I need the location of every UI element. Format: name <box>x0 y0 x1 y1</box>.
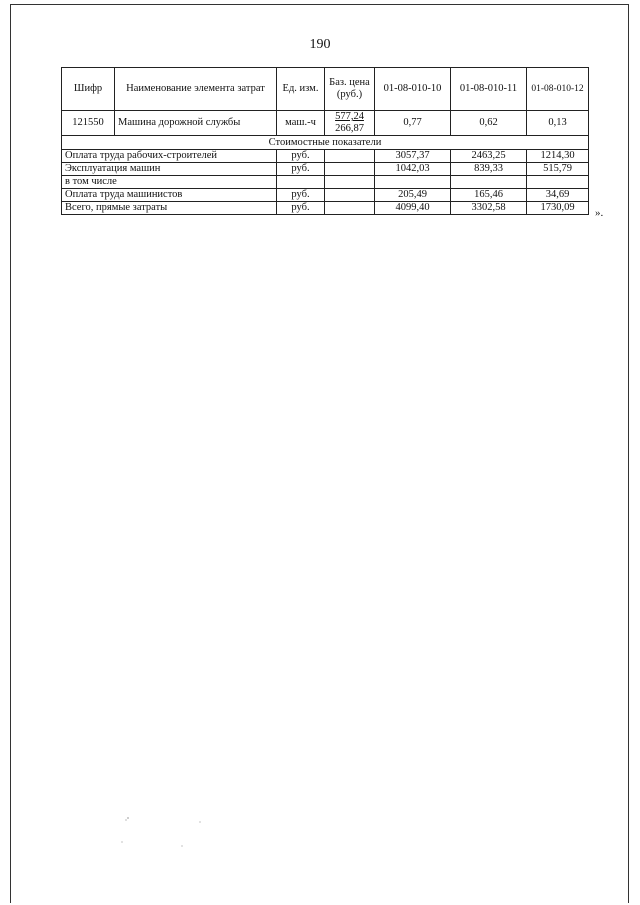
row-v1: 3057,37 <box>375 150 451 163</box>
row-v3: 1730,09 <box>527 202 589 215</box>
item-v2: 0,62 <box>451 111 527 136</box>
header-col-1: 01-08-010-10 <box>375 68 451 111</box>
section-title: Стоимостные показатели <box>62 136 589 150</box>
row-v2: 3302,58 <box>451 202 527 215</box>
row-v2: 2463,25 <box>451 150 527 163</box>
row-v2 <box>451 176 527 189</box>
header-name: Наименование элемента затрат <box>115 68 277 111</box>
cost-table <box>61 67 589 215</box>
item-unit: маш.-ч <box>277 111 325 136</box>
row-unit <box>277 176 325 189</box>
item-price-bottom: 266,87 <box>335 123 364 134</box>
table-row-item <box>62 111 589 136</box>
table-row <box>62 189 589 202</box>
row-empty <box>325 150 375 163</box>
row-empty <box>325 189 375 202</box>
row-v1: 1042,03 <box>375 163 451 176</box>
row-label: Всего, прямые затраты <box>62 202 277 215</box>
row-label: в том числе <box>62 176 277 189</box>
page-number: 190 <box>309 37 331 52</box>
item-code: 121550 <box>62 111 115 136</box>
row-unit: руб. <box>277 189 325 202</box>
row-unit: руб. <box>277 163 325 176</box>
item-v3: 0,13 <box>527 111 589 136</box>
header-unit: Ед. изм. <box>277 68 325 111</box>
header-col-3: 01-08-010-12 <box>527 68 589 111</box>
row-v1: 205,49 <box>375 189 451 202</box>
table-row <box>62 202 589 215</box>
table-row <box>62 150 589 163</box>
row-empty <box>325 176 375 189</box>
row-unit: руб. <box>277 150 325 163</box>
row-v1 <box>375 176 451 189</box>
row-v1: 4099,40 <box>375 202 451 215</box>
table-row <box>62 176 589 189</box>
row-label: Оплата труда машинистов <box>62 189 277 202</box>
closing-quote-mark: ». <box>595 207 604 219</box>
row-v3: 34,69 <box>527 189 589 202</box>
header-col-2: 01-08-010-11 <box>451 68 527 111</box>
item-price <box>325 111 375 136</box>
item-price-top: 577,24 <box>335 111 364 122</box>
header-row <box>62 68 589 111</box>
item-name: Машина дорожной службы <box>115 111 277 136</box>
row-v2: 839,33 <box>451 163 527 176</box>
header-code: Шифр <box>62 68 115 111</box>
row-unit: руб. <box>277 202 325 215</box>
row-v3 <box>527 176 589 189</box>
row-empty <box>325 202 375 215</box>
table-row <box>62 163 589 176</box>
row-empty <box>325 163 375 176</box>
scan-specks <box>110 810 230 860</box>
item-v1: 0,77 <box>375 111 451 136</box>
row-v2: 165,46 <box>451 189 527 202</box>
row-label: Эксплуатация машин <box>62 163 277 176</box>
section-title-row <box>62 136 589 150</box>
row-v3: 1214,30 <box>527 150 589 163</box>
header-base-price: Баз. цена (руб.) <box>325 68 375 111</box>
row-v3: 515,79 <box>527 163 589 176</box>
row-label: Оплата труда рабочих-строителей <box>62 150 277 163</box>
